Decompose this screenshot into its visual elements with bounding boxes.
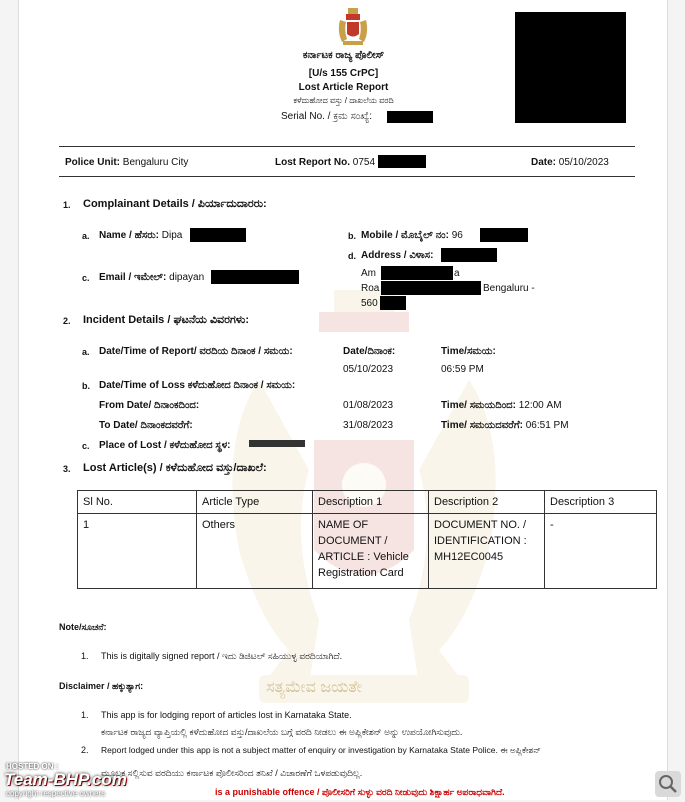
articles-heading: Lost Article(s) / ಕಳೆದುಹೋದ ವಸ್ತು/ದಾಖಲೆ: xyxy=(83,462,267,474)
police-unit: Police Unit: Bengaluru City xyxy=(65,157,189,168)
report-dt-label: Date/Time of Report/ ವರದಿಯ ದಿನಾಂಕ / ಸಮಯ: xyxy=(99,346,293,357)
time-column-label: Time/ಸಮಯ: xyxy=(441,346,496,357)
address-line-2: Roa xyxy=(361,283,380,294)
place-redaction xyxy=(249,440,305,447)
address-line-2-end: Bengaluru - xyxy=(483,283,535,294)
address-line-1: Am xyxy=(361,268,376,279)
col-description-1: Description 1 xyxy=(313,491,429,514)
lost-articles-table xyxy=(77,490,657,589)
mobile-number: b. xyxy=(348,231,356,241)
name-field: Name / ಹೆಸರು: Dipa xyxy=(99,230,183,241)
cell-article-type: Others xyxy=(197,514,313,589)
to-date-label: To Date/ ದಿನಾಂಕದವರೆಗೆ: xyxy=(99,420,193,431)
to-time: Time/ ಸಮಯದವರೆಗೆ: 06:51 PM xyxy=(441,420,569,431)
dept-name: ಕರ್ನಾಟಕ ರಾಜ್ಯ ಪೊಲೀಸ್ xyxy=(302,50,385,61)
col-sl-no: Sl No. xyxy=(78,491,197,514)
from-date-value: 01/08/2023 xyxy=(343,400,394,411)
address-redaction-2 xyxy=(381,266,453,280)
serial-redaction xyxy=(387,111,433,123)
disclaimer-1-kannada: ಕರ್ನಾಟಕ ರಾಜ್ಯದ ವ್ಯಾಪ್ತಿಯಲ್ಲಿ ಕಳೆದುಹೋದ ವಸ್ತು/ದಾಖಲೆಯ ಬಗ್ಗೆ ವರದಿ ನೀಡಲು ಈ ಅಪ್ಲಿಕೇಶನ್ ಅನ್ನು ಉಪಯೋಗಿಸುವುದು. xyxy=(101,727,463,737)
from-time: Time/ ಸಮಯದಿಂದ: 12:00 AM xyxy=(441,400,562,411)
name-redaction xyxy=(190,228,246,242)
address-redaction-4 xyxy=(380,296,406,310)
place-label: Place of Lost / ಕಳೆದುಹೋದ ಸ್ಥಳ: xyxy=(99,440,231,451)
address-label: Address / ವಿಳಾಸ: xyxy=(361,250,434,261)
teambhp-logo: Team-BHP.com xyxy=(4,770,127,789)
disclaimer-2-kannada: ಮೂಲಕ ಸಲ್ಲಿಸುವ ವರದಿಯು ಕರ್ನಾಟಕ ಪೊಲೀಸರಿಂದ ತನಿಖೆ / ವಿಚಾರಣೆಗೆ ಒಳಪಡುವುದಿಲ್ಲ. xyxy=(101,768,363,778)
place-number: c. xyxy=(82,441,90,451)
email-number: c. xyxy=(82,273,90,283)
serial-label: Serial No. / ಕ್ರಮ ಸಂಖ್ಯೆ: xyxy=(281,111,373,122)
lost-report-no: Lost Report No. 0754 xyxy=(275,157,376,168)
loss-dt-label: Date/Time of Loss ಕಳೆದುಹೋದ ದಿನಾಂಕ / ಸಮಯ: xyxy=(99,380,296,391)
col-description-3: Description 3 xyxy=(545,491,657,514)
disclaimer-3-partial: is a punishable offence / ಪೊಲೀಸರಿಗೆ ಸುಳ್ಳು ವರದಿ ನೀಡುವುದು ಶಿಕ್ಷಾರ್ಹ ಅಪರಾಧವಾಗಿದೆ. xyxy=(215,787,505,797)
from-date-label: From Date/ ದಿನಾಂಕದಿಂದ: xyxy=(99,400,200,411)
email-field: Email / ಇಮೇಲ್: dipayan xyxy=(99,272,205,283)
note-heading: Note/ಸೂಚನೆ: xyxy=(59,622,107,632)
report-dt-number: a. xyxy=(82,347,90,357)
report-date: Date: 05/10/2023 xyxy=(531,157,609,168)
cell-description-2: DOCUMENT NO. / IDENTIFICATION : MH12EC0045 xyxy=(429,514,545,589)
section-ref: [U/s 155 CrPC] xyxy=(308,68,379,79)
cell-sl-no: 1 xyxy=(78,514,197,589)
col-description-2: Description 2 xyxy=(429,491,545,514)
report-time-value: 06:59 PM xyxy=(441,364,484,375)
loss-dt-number: b. xyxy=(82,381,90,391)
address-line-3: 560 xyxy=(361,298,378,309)
meta-top-rule xyxy=(59,146,635,147)
cell-description-3: - xyxy=(545,514,657,589)
table-header-row xyxy=(78,491,657,514)
table-row xyxy=(78,514,657,589)
address-number: d. xyxy=(348,251,356,261)
report-title-kannada: ಕಳೆದುಹೋದ ವಸ್ತು / ದಾಖಲೆಯ ವರದಿ xyxy=(293,96,394,105)
disclaimer-2: Report lodged under this app is not a subject matter of enquiry or investigation by Karnataka State Police. ಈ ಅಪ್ಲಿಕೇಶನ್ xyxy=(101,745,541,755)
cell-description-1: NAME OF DOCUMENT / ARTICLE : Vehicle Registration Card xyxy=(313,514,429,589)
disclaimer-heading: Disclaimer / ಹಕ್ಕುತ್ಯಾಗ: xyxy=(59,681,144,691)
note-item: This is digitally signed report / ಇದು ಡಿಜಿಟಲ್ ಸಹಿಯುಳ್ಳ ವರದಿಯಾಗಿದೆ. xyxy=(101,651,343,661)
emblem-motto: ಸತ್ಯಮೇವ ಜಯತೇ xyxy=(266,679,362,696)
email-redaction xyxy=(211,270,299,284)
mobile-redaction xyxy=(480,228,528,242)
section-3-number: 3. xyxy=(63,464,71,474)
report-date-value: 05/10/2023 xyxy=(343,364,394,375)
report-title: Lost Article Report xyxy=(298,82,389,93)
meta-bottom-rule xyxy=(59,176,635,177)
address-redaction-1 xyxy=(441,248,497,262)
incident-heading: Incident Details / ಘಟನೆಯ ವಿವರಗಳು: xyxy=(83,314,250,326)
name-number: a. xyxy=(82,231,90,241)
section-1-number: 1. xyxy=(63,200,71,210)
disclaimer-1: This app is for lodging report of articles lost in Karnataka State. xyxy=(101,710,352,720)
to-date-value: 31/08/2023 xyxy=(343,420,394,431)
address-redaction-3 xyxy=(381,281,481,295)
report-no-redaction xyxy=(378,155,426,168)
karnataka-police-emblem-icon xyxy=(337,8,369,46)
disclaimer-1-number: 1. xyxy=(81,710,89,720)
hosting-watermark xyxy=(0,760,200,800)
complainant-heading: Complainant Details / ಪಿರ್ಯಾದುದಾರರು: xyxy=(83,198,267,210)
col-article-type: Article Type xyxy=(197,491,313,514)
zoom-button[interactable] xyxy=(655,771,681,797)
disclaimer-2-number: 2. xyxy=(81,745,89,755)
mobile-field: Mobile / ಮೊಬೈಲ್ ನಂ: 96 xyxy=(361,230,463,241)
note-item-number: 1. xyxy=(81,651,89,661)
address-line-1-end: a xyxy=(454,268,460,279)
document-page xyxy=(18,0,668,800)
section-2-number: 2. xyxy=(63,316,71,326)
copyright-text: copyright respective owners xyxy=(6,789,106,798)
hosted-on-label: HOSTED ON : xyxy=(6,762,59,771)
date-column-label: Date/ದಿನಾಂಕ: xyxy=(343,346,396,357)
magnifier-icon xyxy=(655,771,681,797)
